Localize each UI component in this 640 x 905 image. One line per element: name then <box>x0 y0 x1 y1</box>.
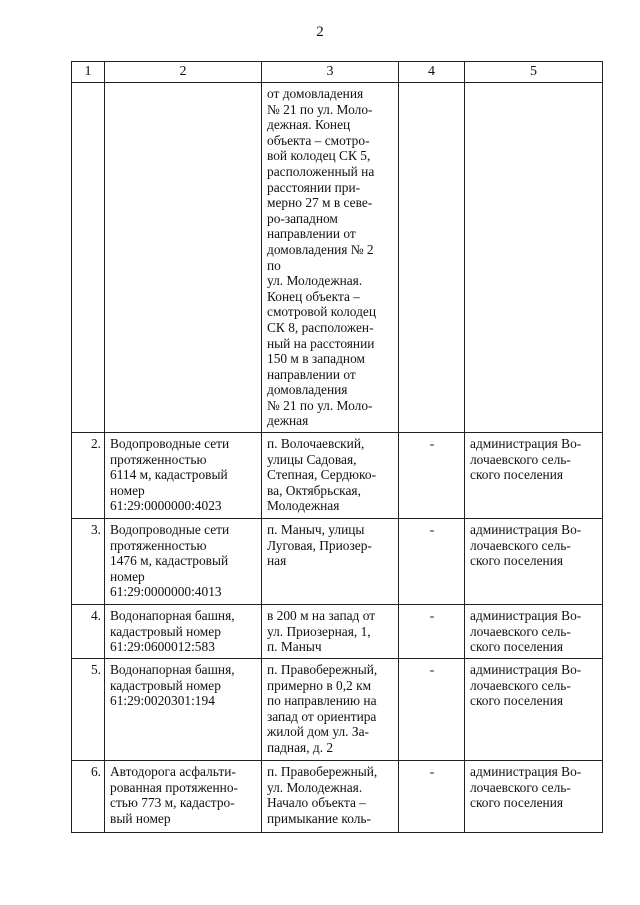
object-holder: администрация Во- лочаевского сель- ского поселения <box>465 659 603 761</box>
object-location: от домовладения № 21 по ул. Моло- дежная. Конец объекта – смотро- вой колодец СК 5, расположенный на расстоянии при- мерно 27 м в севе- ро-западном направлении от домовладения № 2 по ул. Молодежная. Конец объекта – смотровой колодец СК 8, расположен- ный на расстоянии 150 м в западном направлении от домовладения № 21 по ул. Моло- дежная <box>262 83 399 433</box>
object-holder: администрация Во- лочаевского сель- ского поселения <box>465 433 603 519</box>
object-holder: администрация Во- лочаевского сель- ского поселения <box>465 761 603 833</box>
object-name: Водопроводные сети протяженностью 6114 м, кадастровый номер 61:29:0000000:4023 <box>105 433 262 519</box>
objects-table <box>71 61 603 833</box>
object-holder <box>465 83 603 433</box>
header-cell: 3 <box>262 62 399 83</box>
row-number: 2. <box>72 433 105 519</box>
object-name: Водонапорная башня, кадастровый номер 61:29:0020301:194 <box>105 659 262 761</box>
row-number: 6. <box>72 761 105 833</box>
row-number: 4. <box>72 605 105 659</box>
row-number <box>72 83 105 433</box>
object-name: Водонапорная башня, кадастровый номер 61:29:0600012:583 <box>105 605 262 659</box>
object-location: п. Волочаевский, улицы Садовая, Степная, Сердюко- ва, Октябрьская, Молодежная <box>262 433 399 519</box>
header-cell: 1 <box>72 62 105 83</box>
table-row <box>72 519 603 605</box>
table-row <box>72 83 603 433</box>
object-name: Автодорога асфальти- рованная протяженно- стью 773 м, кадастро- вый номер <box>105 761 262 833</box>
table-row <box>72 605 603 659</box>
table-row <box>72 433 603 519</box>
column-4-value: - <box>399 761 465 833</box>
object-location: в 200 м на запад от ул. Приозерная, 1, п. Маныч <box>262 605 399 659</box>
object-holder: администрация Во- лочаевского сель- ского поселения <box>465 519 603 605</box>
table-row <box>72 761 603 833</box>
object-location: п. Маныч, улицы Луговая, Приозер- ная <box>262 519 399 605</box>
table-header-row <box>72 62 603 83</box>
column-4-value: - <box>399 433 465 519</box>
column-4-value: - <box>399 659 465 761</box>
object-location: п. Правобережный, ул. Молодежная. Начало объекта – примыкание коль- <box>262 761 399 833</box>
object-name: Водопроводные сети протяженностью 1476 м, кадастровый номер 61:29:0000000:4013 <box>105 519 262 605</box>
object-name <box>105 83 262 433</box>
page-number: 2 <box>316 24 324 40</box>
object-location: п. Правобережный, примерно в 0,2 км по направлению на запад от ориентира жилой дом ул. За- падная, д. 2 <box>262 659 399 761</box>
column-4-value <box>399 83 465 433</box>
column-4-value: - <box>399 519 465 605</box>
table-row <box>72 659 603 761</box>
object-holder: администрация Во- лочаевского сель- ского поселения <box>465 605 603 659</box>
column-4-value: - <box>399 605 465 659</box>
row-number: 3. <box>72 519 105 605</box>
row-number: 5. <box>72 659 105 761</box>
header-cell: 5 <box>465 62 603 83</box>
header-cell: 4 <box>399 62 465 83</box>
header-cell: 2 <box>105 62 262 83</box>
